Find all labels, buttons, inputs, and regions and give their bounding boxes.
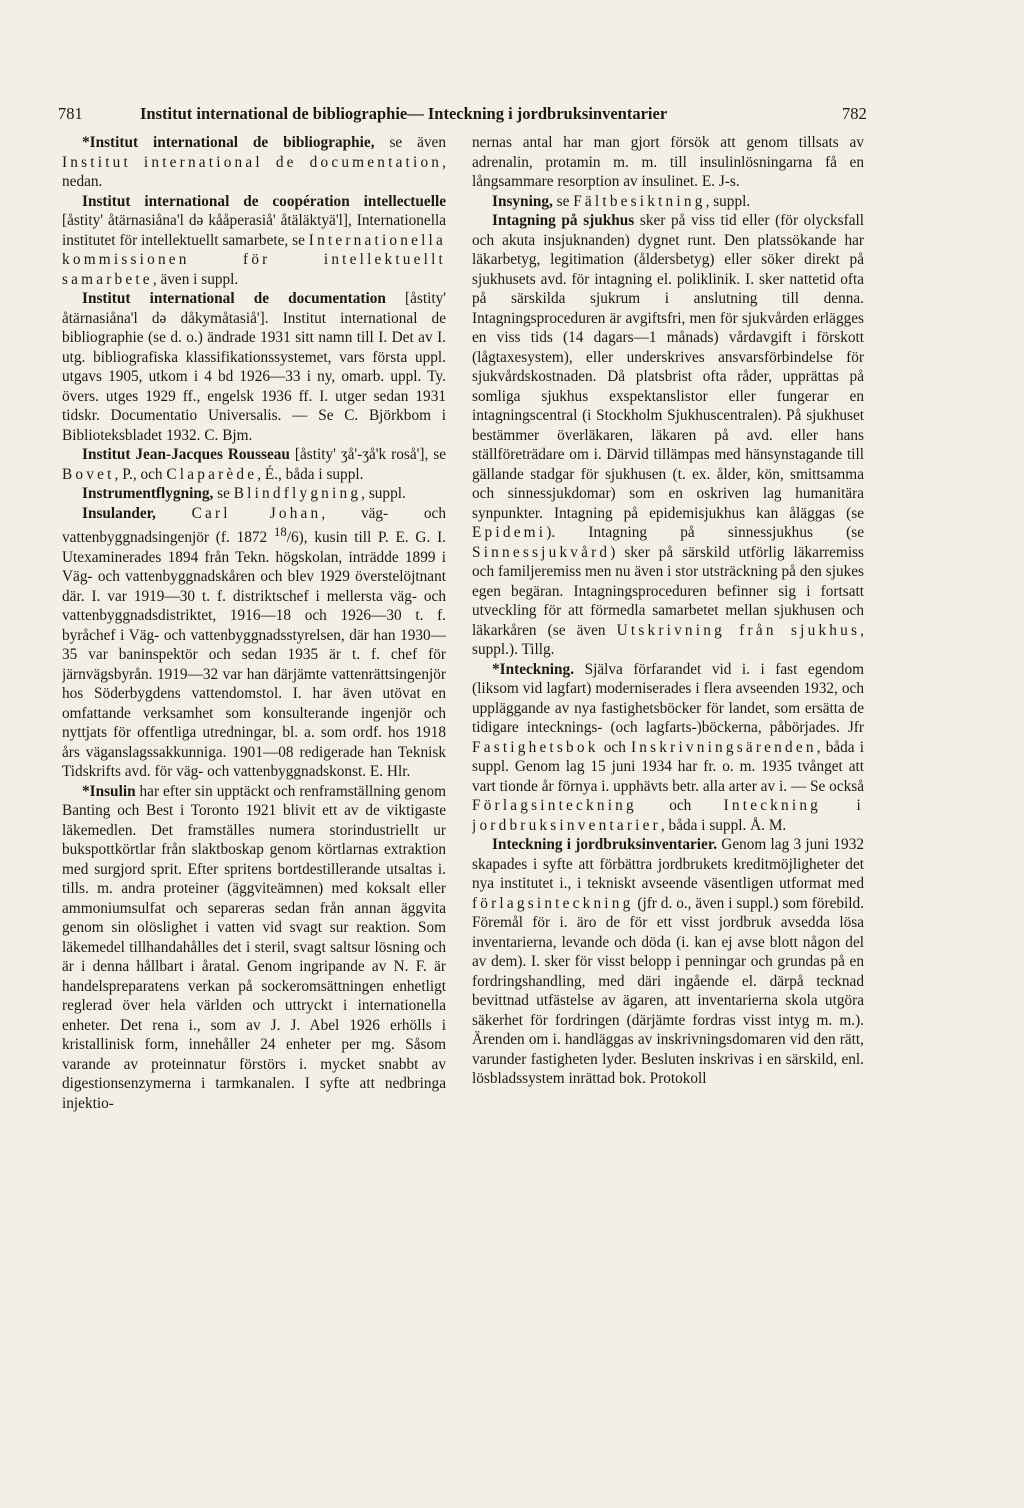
- headword: *Inteckning.: [492, 660, 575, 678]
- entry-instrumentflygning: Instrumentflygning, se Blindflygning, suppl.: [82, 485, 406, 502]
- headword: Instrumentflygning,: [82, 485, 214, 502]
- entry-insulander: Insulander, Carl Johan, väg- och vattenbyggnadsingenjör (f. 1872 $^{18}$/6), kusin till P. E. G. I. Utexaminerades 1894 från Tekn. högskolan, inträdde 1899 i Väg- och vattenbyggnadskåren och blev 1929 överstelöjtnant där. I. var 1919—30 t. f. distriktschef i mellersta väg- och vattenbyggnadsdistriktet, 1916—18 och 1926—30 t. f. byråchef i Väg- och vattenbyggnadsstyrelsen, där han 1930—35 var baninspektör och sedan 1935 är t. f. chef för järnvägsbyrån. 1919—32 var han därjämte vattenrättsingenjör hos Söderbygdens vattendomstol. I. har även utövat en omfattande verksamhet som konsulterande ingenjör och nyttjats för offentliga utredningar, bl. a. som ordf. hos 1918 års väganslagssakkunniga. 1901—08 redigerade han Teknisk Tidskrifts avd. för väg- och vattenbyggnadskonst. E. Hlr.: [62, 504, 446, 781]
- entry-intagning: Intagning på sjukhus sker på viss tid eller (för olycksfall och akuta insjuknanden) dygnet runt. Den platssökande har läkarbetyg, legitimation (åldersbetyg) eller söker direkt på sjukhusets avd. för intagning el. poliklinik. I. sker nattetid ofta på särskilda sjukrum i anslutning till denna. Intagningsproceduren är avgiftsfri, men för sjukvården erlägges en viss tids (14 dagars—1 månads) vårdavgift i förskott (lågtaxesystem), eller underskrives ansvarsförbindelse för sjukvårdskostnaden. Då platsbrist ofta råder, upprättas på somliga sjukhus exspektanslistor eller fungerar en intagningscentral (i Stockholm Sjukhuscentralen). På sjukhuset bestämmer överläkaren, läkaren på avd. eller hans ställföreträdare om i. Därvid tillämpas med hänsynstagande till gällande stadgar för sjukhusen (t. ex. ålder, kön, smittsamma och sinnessjukdomar) som en oskriven lag humanitära synpunkter. Intagning på epidemisjukhus kan åläggas (se Epidemi). Intagning på sinnessjukhus (se Sinnessjukvård) sker på särskild utförlig läkarremiss och familjeremiss men nu även i stor utsträckning på den sjukes egen begäran. Intagningsproceduren befinner sig i fortsatt utveckling för att förmedla samarbetet mellan sjukhusen och läkarkåren (se även Utskrivning från sjukhus, suppl.). Tillg.: [472, 212, 864, 658]
- cross-reference: Inskrivningsärenden: [631, 738, 817, 756]
- cross-reference: Fastighetsbok: [472, 738, 599, 756]
- entry-insyning: Insyning, se Fältbesiktning, suppl.: [492, 192, 751, 210]
- headword: Institut international de documentation: [82, 290, 386, 307]
- right-column: [472, 133, 864, 1473]
- entry-institut-rousseau: Institut Jean-Jacques Rousseau [åstity' ʒå'-ʒå'k roså'], se Bovet, P., och Claparède, É., båda i suppl.: [62, 446, 446, 483]
- headword: *Insulin: [82, 782, 136, 800]
- headword: Inteckning i jordbruksinventarier.: [492, 836, 718, 853]
- entry-insulin: *Insulin har efter sin upptäckt och renframställning genom Banting och Best i Toronto 1921 blivit ett av de viktigaste läkemedlen. Det framställes numera storindustriellt ur bukspottkörtlar från slaktboskap genom körtlarnas extraktion med surgjord sprit. Efter spritens bortdestillerande utsaltas i. tills. m. andra proteiner (äggviteämnen) med koksalt eller ammoniumsulfat och separeras sedan från annan äggvita genom sin olöslighet i vatten vid svagt sur reaktion. Som läkemedel tillhandahålles det i steril, svagt saltsur lösning och är i denna hållbart i åratal. Genom ingripande av N. F. är handelspreparatens verkan på sockeromsättningen enhetligt reglerad över hela världen och uttryckt i internationella enheter. Det rena i., som av J. J. Abel 1926 erhölls i kristallinisk form, innehåller 24 enheter per mg. Såsom varande av proteinnatur förstörs i. mycket snabbt av digestionsenzymerna i tarmkanalen. I syfte att nedbringa injektio-: [62, 782, 446, 1112]
- headword: Institut international de coopération intellectuelle: [82, 192, 446, 210]
- cross-reference: Blindflygning: [233, 485, 362, 502]
- entry-institut-cooperation: Institut international de coopération intellectuelle [åstity' åtärnasiåna'l də kååperasiå' åtäläktyä'l], Internationella institutet för intellektuellt samarbete, se Internationella kommissionen för intellektuellt samarbete, även i suppl.: [62, 192, 446, 288]
- cross-reference: Internationella kommissionen för intellektuellt samarbete: [62, 231, 446, 288]
- cross-reference: Utskrivning från sjukhus: [616, 621, 861, 639]
- cross-reference: förlagsinteckning: [472, 894, 634, 912]
- cross-reference: Institut international de documentation: [62, 153, 443, 171]
- entry-institut-bibliographie: *Institut international de bibliographie, se även Institut international de documentation, nedan.: [62, 134, 446, 190]
- cross-reference: Inteckning i jordbruksinventarier: [472, 797, 864, 834]
- page-number-right: 782: [842, 104, 867, 123]
- cross-reference: Fältbesiktning: [573, 192, 706, 210]
- author-signature: Å. M.: [750, 816, 787, 834]
- running-head: Institut international de bibliographie— Inteckning i jordbruksinventarier: [140, 104, 668, 123]
- entry-inteckning-jordbruksinventarier: Inteckning i jordbruksinventarier. Genom lag 3 juni 1932 skapades i syfte att förbättra jordbrukets kreditmöjligheter det nya institutet i., i tekniskt avseende väsentligen utformat med förlagsinteckning (jfr d. o., även i suppl.) som förebild. Föremål för i. äro de för ett visst jordbruk avsedda lösa inventarierna, levande och döda (i. kan ej avse blott någon del av dem). I. sker för visst belopp i penningar och grundas på en fordringshandling, med däri ingående el. därpå tecknad bevittnad utfästelse av ägaren, att inventarierna skola utgöra säkerhet för fordringen (därjämte fordras visst intyg m. m.). Ärenden om i. handläggas av inskrivningsdomaren vid den rätt, varunder fastigheten lyder. Besluten inskrivas i en särskild, enl. lösbladssystem inrättad bok. Protokoll: [472, 836, 864, 1087]
- cross-reference: Claparède: [166, 465, 258, 483]
- cross-reference: Bovet: [62, 465, 115, 483]
- page-header: [58, 104, 867, 128]
- headword: *Institut international de bibliographie,: [82, 134, 375, 151]
- headword: Institut Jean-Jacques Rousseau: [82, 446, 290, 463]
- entry-inteckning: *Inteckning. Själva förfarandet vid i. i fast egendom (liksom vid lagfart) moderniserades i flera avseenden 1932, och uppläggande av nya fastighetsböcker för landet, som ersätta de tidigare intecknings- (och lagfarts-)böckerna, påbörjades. Jfr Fastighetsbok och Inskrivningsärenden, båda i suppl. Genom lag 15 juni 1934 har fr. o. m. 1935 tvånget att vart tionde år förnya i. upphävts betr. alla arter av i. — Se också Förlagsinteckning och Inteckning i jordbruksinventarier, båda i suppl. Å. M.: [472, 660, 864, 834]
- left-column: [62, 133, 446, 1473]
- person-name: Carl Johan: [191, 504, 322, 522]
- entry-insulin-continued: nernas antal har man gjort försök att genom tillsats av adrenalin, protamin m. m. till insulinlösningarna få en långsammare resorption av insulinet. E. J-s.: [472, 134, 864, 190]
- author-signature: E. Hlr.: [369, 763, 411, 781]
- page-number-left: 781: [58, 104, 83, 123]
- author-signature: C. Bjm.: [204, 426, 253, 444]
- date-superscript: 18: [273, 525, 287, 539]
- headword: Insyning,: [492, 192, 553, 210]
- entry-institut-documentation: Institut international de documentation [åstity' åtärnasiåna'l də dåkymåtasiå']. Institut international de bibliographie (se d. o.) ändrade 1931 sitt namn till I. Det av I. utg. bibliografiska klassifikationssystemet, vars första uppl. utgavs 1905, utkom i 4 bd 1926—33 i ny, omarb. uppl. Ty. övers. utges 1929 ff., engelsk 1936 ff. I. utger sedan 1931 tidskr. Documentatio Universalis. — Se C. Björkbom i Biblioteksbladet 1932. C. Bjm.: [62, 290, 446, 444]
- author-signature: E. J-s.: [701, 173, 740, 190]
- cross-reference: Sinnessjukvård: [472, 543, 611, 561]
- headword: Insulander,: [82, 504, 156, 522]
- cross-reference: Epidemi: [472, 524, 547, 541]
- headword: Intagning på sjukhus: [492, 212, 635, 229]
- author-signature: Tillg.: [521, 641, 555, 658]
- cross-reference: Förlagsinteckning: [472, 797, 637, 814]
